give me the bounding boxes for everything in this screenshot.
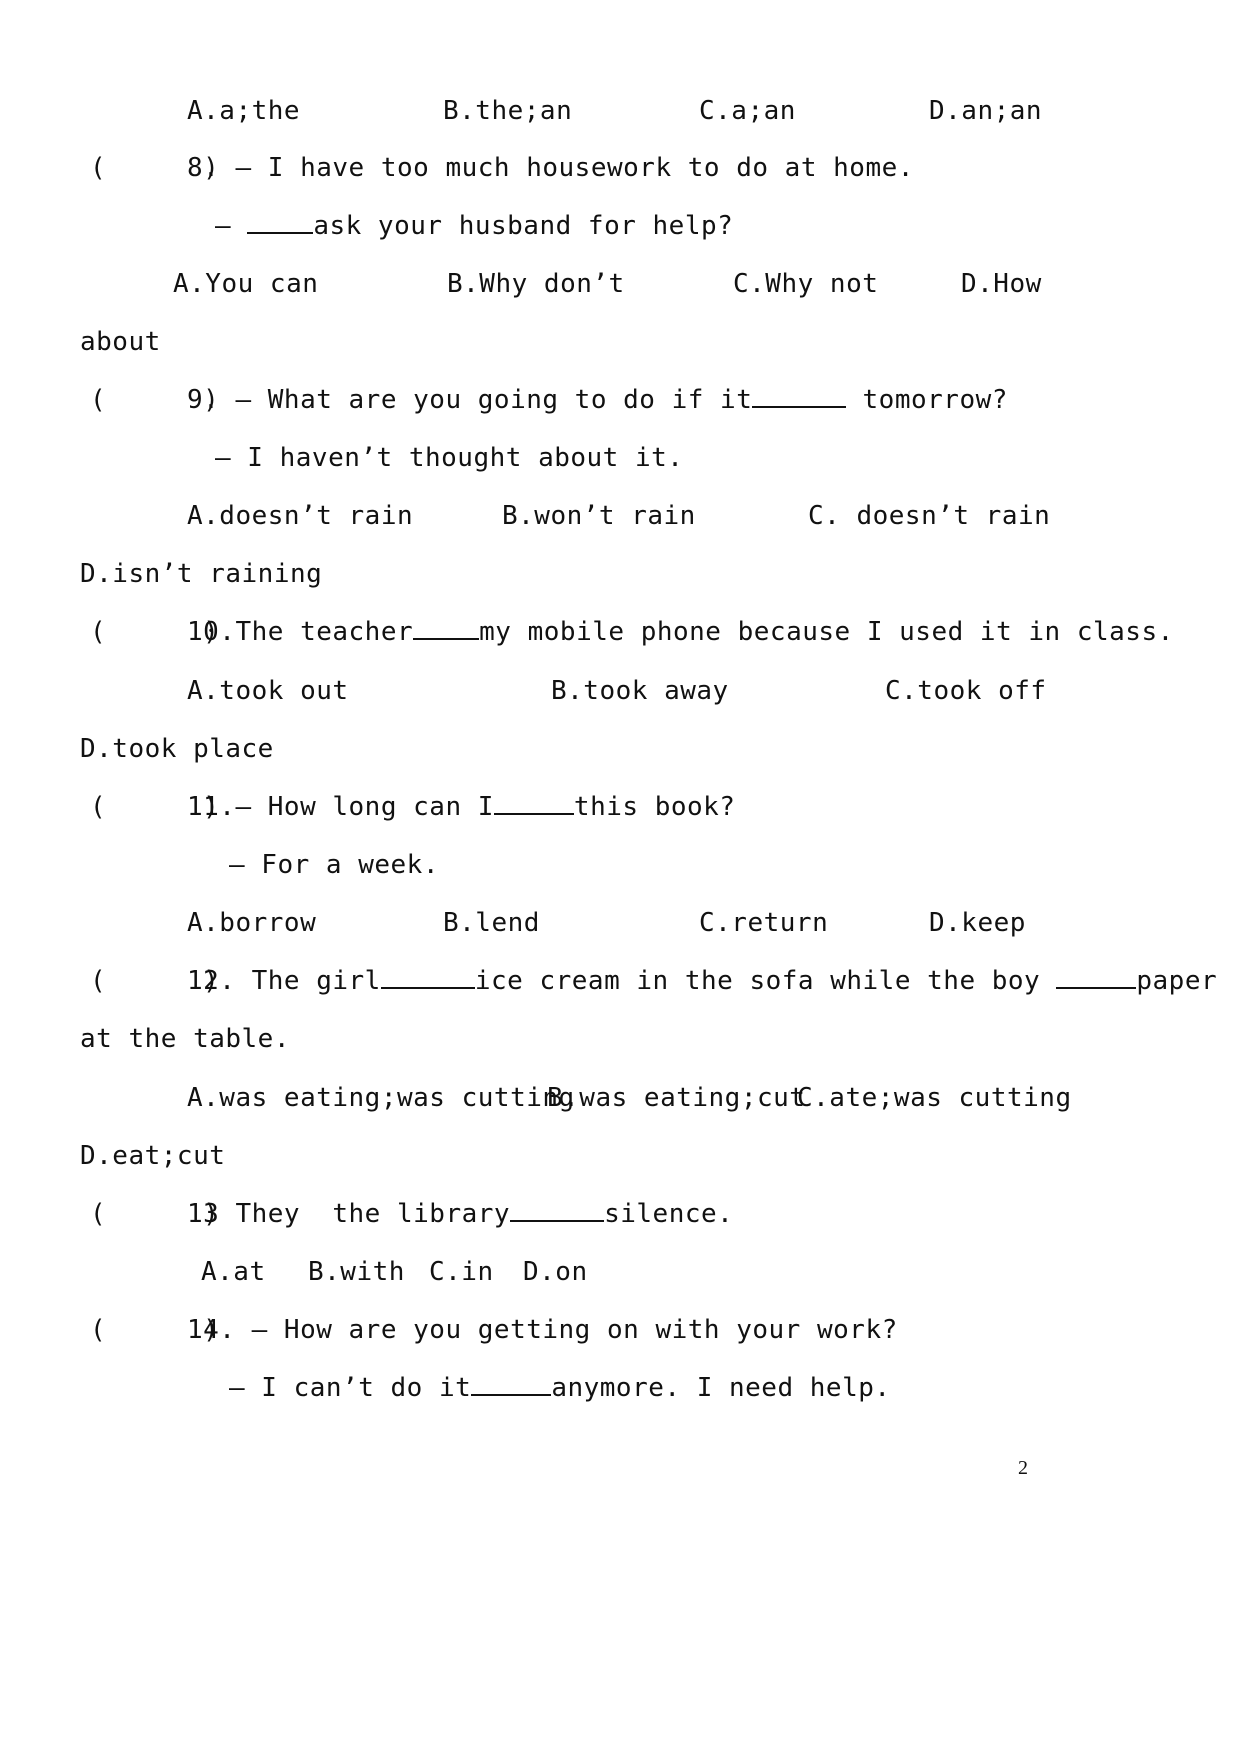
q11-blank[interactable]	[494, 791, 574, 815]
q8-option-d-wrap: about	[80, 327, 161, 357]
q8-reply	[215, 210, 733, 242]
q10-option-d: D.took place	[80, 734, 274, 764]
q13-option-a: A.at	[201, 1257, 266, 1287]
q8-option-c: C.Why not	[733, 269, 879, 299]
q13-option-b: B.with	[308, 1257, 405, 1287]
q13-option-d: D.on	[523, 1257, 588, 1287]
q12-stem-c: paper	[1136, 966, 1218, 996]
q13-blank[interactable]	[510, 1198, 604, 1222]
q11-option-a: A.borrow	[187, 908, 317, 938]
q10-stem	[187, 616, 1174, 648]
q12-answer-paren[interactable]: ( )	[90, 966, 220, 996]
q12-blank-2[interactable]	[1056, 965, 1136, 989]
q14-reply-a: — I can’t do it	[229, 1373, 472, 1403]
q10-option-b: B.took away	[551, 676, 729, 706]
q12-option-d: D.eat;cut	[80, 1141, 226, 1171]
q8-stem: 8. — I have too much housework to do at home.	[187, 153, 914, 183]
q11-answer-paren[interactable]: ( )	[90, 792, 220, 822]
q12-option-c: C.ate;was cutting	[797, 1083, 1072, 1113]
q8-reply-rest: ask your husband for help?	[313, 211, 734, 241]
q9-reply: — I haven’t thought about it.	[215, 443, 684, 473]
q12-stem-b: ice cream in the sofa while the boy	[474, 966, 1057, 996]
page-number: 2	[1018, 1457, 1028, 1479]
q9-stem-a: 9. — What are you going to do if it	[187, 385, 753, 415]
q9-option-a: A.doesn’t rain	[187, 501, 414, 531]
q12-stem	[187, 965, 1217, 997]
q9-option-b: B.won’t rain	[502, 501, 696, 531]
q8-option-b: B.Why don’t	[447, 269, 625, 299]
q9-option-d: D.isn’t raining	[80, 559, 323, 589]
q12-stem-a: 12. The girl	[187, 966, 381, 996]
q10-blank[interactable]	[413, 616, 479, 640]
q12-option-b: B.was eating;cut	[547, 1083, 806, 1113]
q13-stem-b: silence.	[604, 1199, 734, 1229]
q12-option-a: A.was eating;was cutting	[187, 1083, 575, 1113]
q7-option-d: D.an;an	[929, 96, 1043, 126]
q11-option-c: C.return	[699, 908, 829, 938]
q8-reply-dash: —	[215, 211, 232, 241]
q14-stem: 14. — How are you getting on with your work?	[187, 1315, 898, 1345]
q11-option-d: D.keep	[929, 908, 1026, 938]
q9-stem-b: tomorrow?	[846, 385, 1008, 415]
q10-stem-a: 10.The teacher	[187, 617, 414, 647]
q9-blank[interactable]	[752, 384, 846, 408]
q12-stem-wrap: at the table.	[80, 1024, 290, 1054]
q14-answer-paren[interactable]: ( )	[90, 1315, 220, 1345]
q9-stem	[187, 384, 1008, 416]
q14-reply	[229, 1372, 891, 1404]
q7-option-b: B.the;an	[443, 96, 573, 126]
q14-reply-b: anymore. I need help.	[551, 1373, 891, 1403]
q13-option-c: C.in	[429, 1257, 494, 1287]
q8-option-d: D.How	[961, 269, 1042, 299]
q14-blank[interactable]	[471, 1372, 551, 1396]
q11-stem-b: this book?	[573, 792, 736, 822]
q7-option-a: A.a;the	[187, 96, 301, 126]
q10-option-c: C.took off	[885, 676, 1047, 706]
q10-stem-b: my mobile phone because I used it in class.	[479, 617, 1174, 647]
q11-reply: — For a week.	[229, 850, 439, 880]
q12-blank-1[interactable]	[381, 965, 475, 989]
q11-option-b: B.lend	[443, 908, 540, 938]
q11-stem-a: 11.— How long can I	[187, 792, 494, 822]
q10-answer-paren[interactable]: ( )	[90, 617, 220, 647]
q13-stem	[187, 1198, 733, 1230]
q7-option-c: C.a;an	[699, 96, 796, 126]
q8-blank[interactable]	[247, 210, 313, 234]
q8-option-a: A.You can	[173, 269, 319, 299]
q9-option-c: C. doesn’t rain	[808, 501, 1051, 531]
q9-answer-paren[interactable]: ( )	[90, 385, 220, 415]
q13-stem-a: 13 They the library	[187, 1199, 511, 1229]
q11-stem	[187, 791, 735, 823]
q8-answer-paren[interactable]: ( )	[90, 153, 220, 183]
q10-option-a: A.took out	[187, 676, 349, 706]
q13-answer-paren[interactable]: ( )	[90, 1199, 220, 1229]
